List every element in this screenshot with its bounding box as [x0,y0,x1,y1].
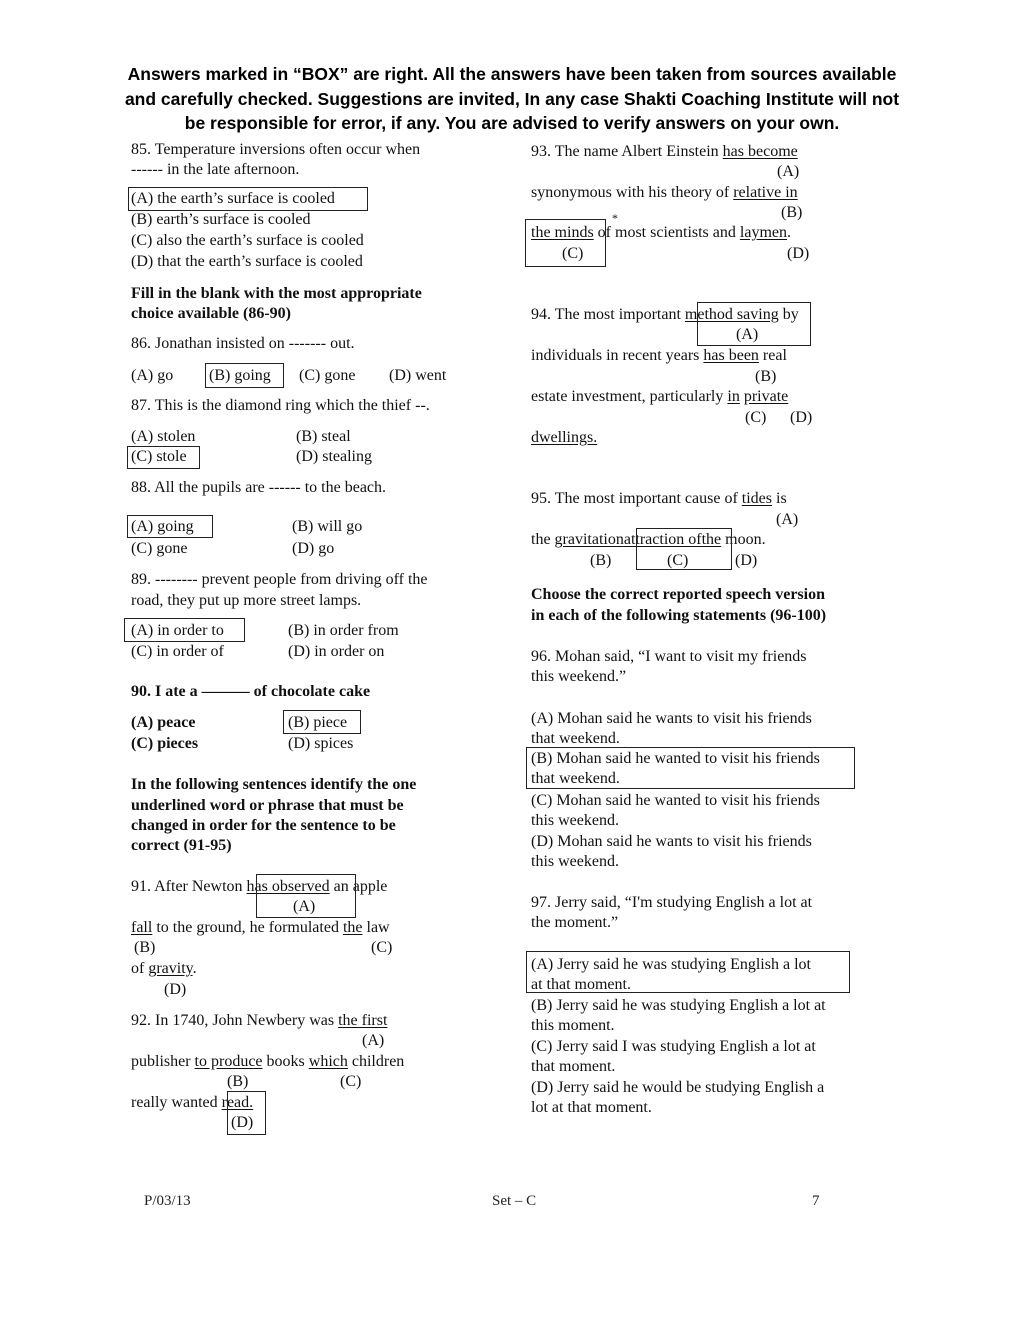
q85-option-b: (B) earth’s surface is cooled [131,211,311,228]
q95-text-2: is [772,490,787,507]
q89-option-d: (D) in order on [288,643,385,660]
footer-set: Set – C [492,1193,537,1209]
q95-underlined-c: attraction of [623,531,702,548]
q94-text-1: 94. The most important [531,306,685,323]
q92-text-4: children [347,1053,405,1070]
q97-option-c-line-1: (C) Jerry said I was studying English a lot at [531,1038,816,1055]
q85-stem-line-1: 85. Temperature inversions often occur when [131,141,421,158]
section-reported-heading-1: Choose the correct reported speech version [531,586,825,603]
q97-option-d-line-2: lot at that moment. [531,1099,652,1116]
q92-label-a: (A) [362,1032,385,1049]
q91-underlined-a: has observed [246,878,330,895]
q95-label-b: (B) [590,552,612,569]
q97-stem-line-2: the moment.” [531,914,619,931]
q93-underlined-b: relative in [733,184,798,201]
q91-text-1: 91. After Newton [131,878,247,895]
q92-text-3: books [262,1053,309,1070]
q90-option-d: (D) spices [288,735,354,752]
q91-text-4: law [362,919,390,936]
section-fill-heading-1: Fill in the blank with the most appropriate [131,285,422,302]
q88-option-c: (C) gone [131,540,188,557]
disclaimer-line-1: Answers marked in “BOX” are right. All the answers have been taken from sources available [127,64,897,84]
q92-label-d: (D) [231,1114,254,1131]
q88-option-d: (D) go [292,540,335,557]
q97-option-a-line-1: (A) Jerry said he was studying English a lot [531,956,811,973]
disclaimer [120,62,904,136]
q91-label-a: (A) [293,898,316,915]
q94-text-5: estate investment, particularly [531,388,728,405]
q92-label-c: (C) [340,1073,362,1090]
q94-label-b: (B) [755,368,777,385]
q86-option-d: (D) went [389,367,447,384]
q87-option-b: (B) steal [296,428,351,445]
q96-option-d-line-1: (D) Mohan said he wants to visit his friends [531,833,812,850]
q88-option-a: (A) going [131,518,194,535]
q93-label-b: (B) [781,204,803,221]
q85-option-c: (C) also the earth’s surface is cooled [131,232,364,249]
q93-underlined-c: the minds [531,224,594,241]
q95-underlined-d: the [701,531,722,548]
section-identify-heading-4: correct (91-95) [131,837,232,854]
q97-option-d-line-1: (D) Jerry said he would be studying English a [531,1079,825,1096]
q88-option-b: (B) will go [292,518,363,535]
q93-text-3: of most scientists and [593,224,740,241]
q95-text-3: the [531,531,555,548]
disclaimer-line-3: be responsible for error, if any. You are advised to verify answers on your own. [184,113,840,133]
q93-label-d: (D) [787,245,810,262]
q96-option-a-line-1: (A) Mohan said he wants to visit his friends [531,710,812,727]
q94-label-c: (C) [745,409,767,426]
q95-label-c: (C) [667,552,689,569]
q93-asterisk: * [612,211,618,225]
q92-underlined-a: the first [338,1012,388,1029]
q92-line-2 [131,1052,404,1072]
q91-label-c: (C) [371,939,393,956]
q85-stem-line-2: ------ in the late afternoon. [131,161,300,178]
q95-underlined-b: gravitation [554,531,624,548]
q91-text-5: of [131,960,149,977]
q88-stem: 88. All the pupils are ------ to the beach. [131,479,387,496]
section-fill-heading-2: choice available (86-90) [131,305,291,322]
footer-page-number: 7 [812,1193,820,1209]
q95-text-4: moon. [721,531,766,548]
q93-line-3 [531,223,791,243]
q91-text-2: an apple [329,878,388,895]
q94-underlined-c: in [727,388,740,405]
q95-text-1: 95. The most important cause of [531,490,742,507]
q86-option-b: (B) going [209,367,271,384]
q94-underlined-b: has been [703,347,759,364]
q92-underlined-b: to produce [194,1053,263,1070]
q91-line-2 [131,918,390,938]
q94-line-3 [531,387,788,407]
q89-stem-line-2: road, they put up more street lamps. [131,592,362,609]
q94-text-2: by [778,306,799,323]
q97-option-b-line-2: this moment. [531,1017,615,1034]
q93-text-1: 93. The name Albert Einstein [531,143,723,160]
q91-text-6: . [192,960,197,977]
q95-label-d: (D) [735,552,758,569]
q96-stem-line-2: this weekend.” [531,668,627,685]
q94-line-2 [531,346,787,366]
q96-option-c-line-1: (C) Mohan said he wanted to visit his friends [531,792,820,809]
q93-label-a: (A) [777,163,800,180]
q91-underlined-d: gravity [148,960,193,977]
q96-option-d-line-2: this weekend. [531,853,619,870]
q86-option-c: (C) gone [299,367,356,384]
q87-stem: 87. This is the diamond ring which the thief --. [131,397,430,414]
q96-option-a-line-2: that weekend. [531,730,620,747]
q96-option-c-line-2: this weekend. [531,812,619,829]
q93-text-2: synonymous with his theory of [531,184,734,201]
q90-stem: 90. I ate a ——— of chocolate cake [131,683,371,700]
q91-label-b: (B) [134,939,156,956]
q87-option-c: (C) stole [131,448,187,465]
q95-underlined-a: tides [741,490,772,507]
q87-option-a: (A) stolen [131,428,196,445]
q94-line-4: dwellings. [531,429,598,446]
section-identify-heading-3: changed in order for the sentence to be [131,817,396,834]
q94-label-a: (A) [736,326,759,343]
q96-option-b-line-2: that weekend. [531,770,620,787]
disclaimer-line-2: and carefully checked. Suggestions are invited, In any case Shakti Coaching Institute will not [124,88,900,109]
q93-line-1 [531,142,798,162]
q86-stem: 86. Jonathan insisted on ------- out. [131,335,355,352]
q94-text-3: individuals in recent years [531,347,704,364]
q91-underlined-b: fall [131,919,153,936]
section-identify-heading-2: underlined word or phrase that must be [131,797,404,814]
q97-option-b-line-1: (B) Jerry said he was studying English a lot at [531,997,826,1014]
q97-stem-line-1: 97. Jerry said, “I'm studying English a lot at [531,894,813,911]
q94-text-4: real [758,347,787,364]
q92-underlined-d: read. [221,1094,254,1111]
q85-option-a: (A) the earth’s surface is cooled [131,190,335,207]
q91-underlined-c: the [342,919,363,936]
q96-option-b-line-1: (B) Mohan said he wanted to visit his friends [531,750,820,767]
q97-option-a-line-2: at that moment. [531,976,631,993]
q93-line-2 [531,183,798,203]
q89-option-c: (C) in order of [131,643,224,660]
q92-underlined-c: which [308,1053,348,1070]
section-identify-heading-1: In the following sentences identify the one [131,776,417,793]
q90-option-a: (A) peace [131,714,196,731]
q85-option-d: (D) that the earth’s surface is cooled [131,253,363,270]
q91-line-3 [131,959,197,979]
q94-underlined-a: method saving [684,306,779,323]
q92-line-1 [131,1011,387,1031]
section-reported-heading-2: in each of the following statements (96-100) [531,607,827,624]
q90-option-b: (B) piece [288,714,348,731]
q92-text-2: publisher [131,1053,195,1070]
q90-option-c: (C) pieces [131,735,199,752]
q91-text-3: to the ground, he formulated [152,919,343,936]
q94-underlined-d: private [743,388,789,405]
q91-label-d: (D) [164,981,187,998]
q89-stem-line-1: 89. -------- prevent people from driving off the [131,571,428,588]
q89-option-b: (B) in order from [288,622,399,639]
q92-label-b: (B) [227,1073,249,1090]
q94-label-d: (D) [790,409,813,426]
q92-text-1: 92. In 1740, John Newbery was [131,1012,339,1029]
q96-stem-line-1: 96. Mohan said, “I want to visit my friends [531,648,807,665]
q92-text-5: really wanted [131,1094,222,1111]
footer-code: P/03/13 [144,1193,191,1209]
q97-option-c-line-2: that moment. [531,1058,616,1075]
q89-option-a: (A) in order to [131,622,224,639]
q95-line-1 [531,489,787,509]
q93-underlined-d: laymen [739,224,787,241]
q95-label-a: (A) [776,511,799,528]
q86-option-a: (A) go [131,367,174,384]
q93-underlined-a: has become [722,143,798,160]
q93-text-4: . [786,224,791,241]
q93-label-c: (C) [562,245,584,262]
q87-option-d: (D) stealing [296,448,372,465]
